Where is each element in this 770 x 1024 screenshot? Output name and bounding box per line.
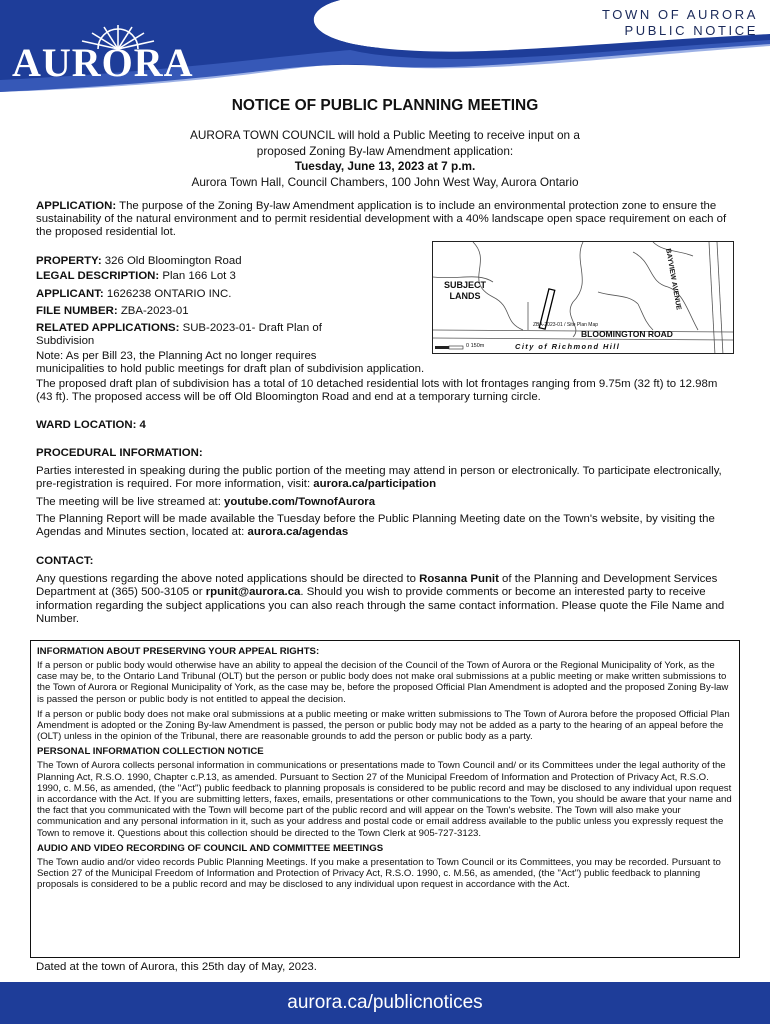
contact-text-a: Any questions regarding the above noted applications should be directed to (36, 573, 416, 586)
meeting-location: Aurora Town Hall, Council Chambers, 100 John West Way, Aurora Ontario (191, 174, 579, 189)
personal-info-heading: PERSONAL INFORMATION COLLECTION NOTICE (37, 746, 264, 758)
notice-line-town: TOWN OF AURORA (601, 7, 758, 22)
page-header (0, 0, 770, 92)
file-number-label: FILE NUMBER: (36, 305, 118, 317)
location-map (432, 241, 734, 354)
dated-line: Dated at the town of Aurora, this 25th day of May, 2023. (36, 961, 317, 973)
applicant-label: APPLICANT: (36, 288, 104, 300)
footer-bar (0, 982, 770, 1024)
bayview-avenue-label: BAYVIEW AVENUE (664, 248, 682, 311)
contact-email-link[interactable]: rpunit@aurora.ca (205, 586, 301, 599)
intro-line-2: proposed Zoning By-law Amendment application: (256, 143, 514, 158)
application-text: The purpose of the Zoning By-law Amendment application is to include an environmental protection zone to ensure the sustainability of the natural environment and to permit residential development with a 40% landscape open space requirement on each of the proposed residential lot. (36, 200, 727, 239)
subject-label-line-1: SUBJECT (444, 280, 487, 290)
ward-location (36, 419, 146, 432)
contact-section (36, 555, 736, 626)
bloomington-road-label: BLOOMINGTON ROAD (581, 329, 673, 339)
ward-text: WARD LOCATION: 4 (36, 419, 146, 431)
recording-text: The Town audio and/or video records Public Planning Meetings. If you make a presentation to Town Council or its Committees, you may be recorded. Pursuant to Section 27 of the Municipal Freedom of Information and Protection of Privacy Act, R.S.O. 1990, c. M.56, as amended, (the "Act") public feedback to planning proposals is considered to be a public record and may be disclosed to any individual upon request in accordance with the Act. (37, 856, 721, 891)
related-value: SUB-2023-01- Draft Plan of (182, 322, 322, 334)
contact-name: Rosanna Punit (419, 573, 499, 586)
applicant-row (36, 288, 231, 301)
note-line-1: Note: As per Bill 23, the Planning Act no longer requires (36, 350, 317, 362)
contact-heading: CONTACT: (36, 555, 94, 567)
procedural-para-3 (36, 513, 736, 539)
logo-wordmark: AURORA (12, 40, 194, 85)
aurora-logo (12, 25, 224, 85)
related-value-2: Subdivision (36, 335, 95, 348)
related-row (36, 322, 421, 348)
property-value: 326 Old Bloomington Road (104, 255, 242, 267)
note-line-2: municipalities to hold public meetings for draft plan of subdivision application. (36, 363, 425, 376)
meeting-intro (0, 128, 770, 190)
youtube-link[interactable]: youtube.com/TownofAurora (224, 495, 376, 508)
public-notices-link[interactable]: aurora.ca/publicnotices (287, 992, 483, 1013)
subject-lands-label (444, 280, 486, 302)
appeal-rights-para-1: If a person or public body would otherwise have an ability to appeal the decision of the Council of the Town of Aurora or the Regional Municipality of York, as the case may be, to the Ontario Land Tribunal (OLT) but the person or public body does not make oral submissions at a public meeting or make written submissions to the Town of Aurora or Regional Municipality of York, as the case may be, before the proposed Official Plan Amendment is adopted and the proposed Zoning By-law is passed the person or public body is not entitled to appeal the decision. (37, 660, 729, 705)
map-scale-label: 0 150m (466, 343, 485, 349)
file-number-value: ZBA-2023-01 (120, 305, 189, 317)
personal-info-text: The Town of Aurora collects personal information in communications or presentations made to Town Council and/ or its Committees under the legal authority of the Planning Act, R.S.O. 1990, Chapter c.P.13, as amended. Pursuant to Section 27 of the Municipal Freedom of Information and Protection of Privacy Act, R.S.O. 1990, c. M.56, as amended, (the "Act") public feedback to planning proposals is considered to be public record and may be disclosed to any individual upon request in accordance with the Act. If you are submitting letters, faxes, emails, presentations or other communications to the Town, you should be aware that your name and the fact that you communicated with the Town will become part of the public record and will appear on the Town's website. The Town will also make your communication and any personal information in it, such as your address and postal code or email address available to the public unless you expressly request the Town to remove it. Questions about this collection should be directed to the Town Clerk at 905-727-3123. (37, 760, 732, 839)
agendas-link[interactable]: aurora.ca/agendas (247, 526, 349, 539)
related-label: RELATED APPLICATIONS: (36, 322, 180, 334)
contact-text-b: of the Planning and Development Services Department at (365) 500-3105 or (36, 573, 718, 599)
appeal-rights-heading: INFORMATION ABOUT PRESERVING YOUR APPEAL RIGHTS: (37, 646, 320, 657)
file-number-row (36, 305, 189, 318)
planning-report-text: The Planning Report will be made available the Tuesday before the Public Planning Meeting date on the Town's website, by visiting the Agendas and Minutes section, located at: (36, 512, 715, 539)
procedural-heading: PROCEDURAL INFORMATION: (36, 447, 203, 459)
contact-text-c: . Should you wish to provide comments or become an interested party to receive information regarding the subject applications you can also reach through the same contact information. Please quote the File Name and Number. (36, 586, 725, 625)
richmond-hill-label: City of Richmond Hill (515, 342, 621, 351)
town-public-notice (602, 7, 758, 39)
procedural-para-2 (36, 496, 736, 509)
appeal-rights-box (30, 640, 740, 958)
intro-line-1: AURORA TOWN COUNCIL will hold a Public Meeting to receive input on a (190, 128, 580, 142)
contact-text (36, 573, 736, 626)
legal-label: LEGAL DESCRIPTION: (36, 270, 160, 282)
proposed-section: The proposed draft plan of subdivision has a total of 10 detached residential lots with lot frontages ranging from 9.75m (32 ft) to 12.98m (43 ft). The proposed access will be off Old Bloomington Road and end at a temporary turning circle. (36, 378, 718, 404)
procedural-para-1-text: Parties interested in speaking during the public portion of the meeting may attend in person or electronically. To participate electronically, pre-registration is required. For more information, visit: (36, 465, 722, 491)
livestream-text: The meeting will be live streamed at: (36, 495, 221, 508)
procedural-para-1 (36, 465, 736, 491)
procedural-section (36, 447, 736, 539)
applicant-value: 1626238 ONTARIO INC. (106, 288, 232, 300)
subject-label-line-2: LANDS (449, 291, 481, 301)
meeting-date: Tuesday, June 13, 2023 at 7 p.m. (294, 159, 476, 173)
page-title: NOTICE OF PUBLIC PLANNING MEETING (231, 97, 539, 114)
application-section (36, 200, 736, 240)
recording-heading: AUDIO AND VIDEO RECORDING OF COUNCIL AND COMMITTEE MEETINGS (37, 842, 384, 854)
participation-link[interactable]: aurora.ca/participation (313, 478, 437, 491)
property-label: PROPERTY: (36, 255, 102, 267)
map-small-label: ZBA-2023-01 / Site Plan Map (533, 322, 599, 328)
note-section (36, 350, 736, 376)
legal-value: Plan 166 Lot 3 (162, 270, 236, 282)
property-row (36, 255, 242, 268)
notice-line-public: PUBLIC NOTICE (624, 23, 758, 38)
application-label: APPLICATION: (36, 200, 117, 212)
appeal-rights-para-2: If a person or public body does not make oral submissions at a public meeting or make written submissions to The Town of Aurora before the proposed Official Plan Amendment is adopted or the Zoning By-law Amendment is passed, the person or public body may not be added as a party to the hearing of an appeal before the (OLT) unless in the opinion of the Tribunal, there are reasonable grounds to add the person or public body as a party. (37, 708, 730, 743)
legal-row (36, 270, 236, 283)
